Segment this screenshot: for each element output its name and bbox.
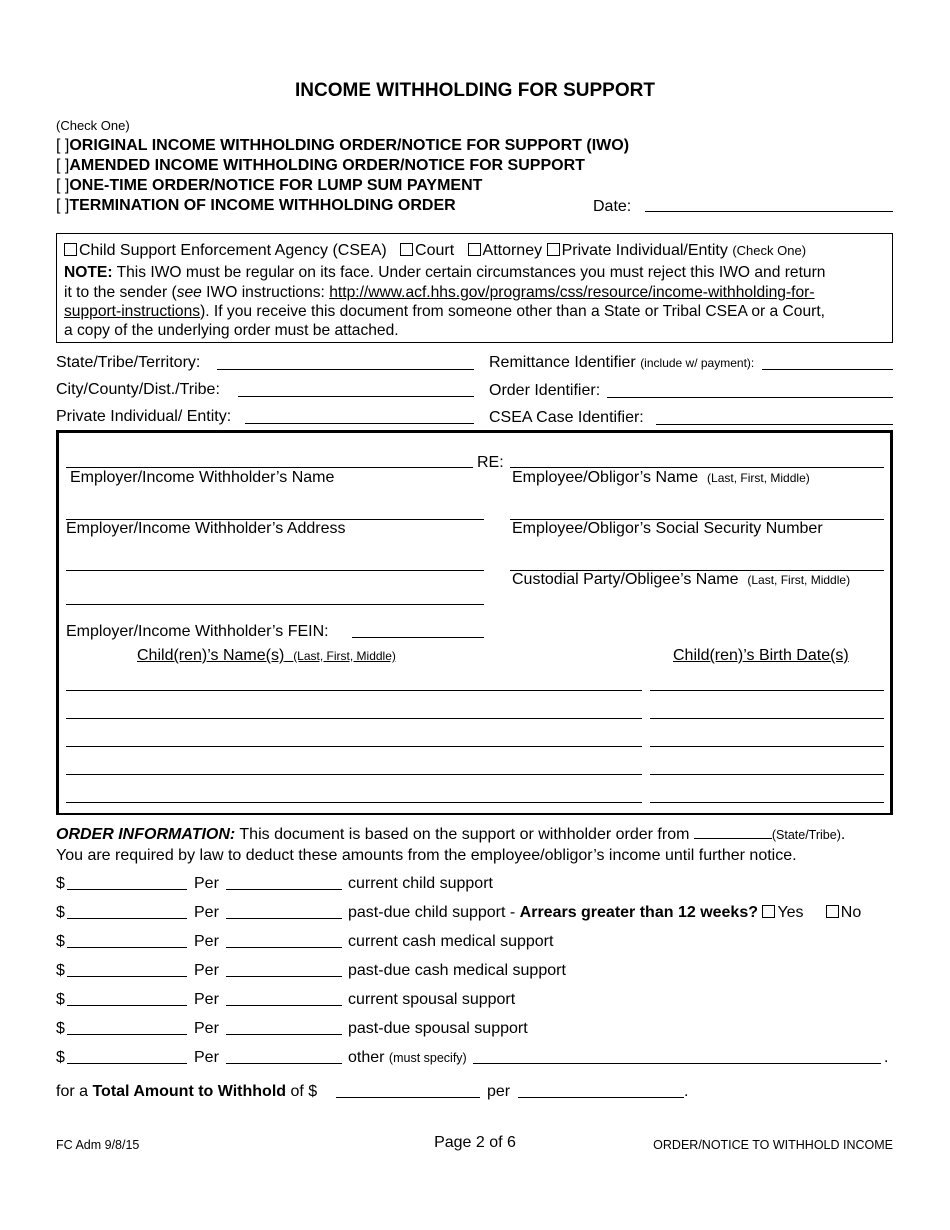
amount-row-2-period-field[interactable] [226,918,342,919]
amount-row-2-desc: past-due child support - Arrears greater than 12 weeks? Yes No [348,904,862,921]
order-type-amended[interactable]: [ ]AMENDED INCOME WITHHOLDING ORDER/NOTICE FOR SUPPORT [56,157,585,174]
amount-row-6-per: Per [194,1020,219,1037]
note-line-1: NOTE: This IWO must be regular on its face. Under certain circumstances you must reject this IWO and return [64,264,826,281]
amount-row-3-per: Per [194,933,219,950]
iwo-instructions-link[interactable]: http://www.acf.hhs.gov/programs/css/resource/income-withholding-for- [329,284,815,301]
amount-row-6-desc: past-due spousal support [348,1020,528,1037]
arrears-no-checkbox[interactable] [826,905,839,918]
amount-row-5-period-field[interactable] [226,1005,342,1006]
re-label: RE: [477,454,504,471]
amount-row-7-dollar: $ [56,1049,65,1066]
check-one-label: (Check One) [56,118,130,133]
employer-fein-label: Employer/Income Withholder’s FEIN: [66,623,329,640]
amount-row-6-dollar: $ [56,1020,65,1037]
amount-row-7-per: Per [194,1049,219,1066]
amount-row-5-field[interactable] [67,1005,187,1006]
employer-name-field[interactable] [66,467,473,468]
state-tribe-field[interactable] [217,369,474,370]
amount-row-7-period-field[interactable] [226,1063,342,1064]
employer-address-line-2[interactable] [66,570,484,571]
date-field[interactable] [645,211,893,212]
order-info-line-1: ORDER INFORMATION: This document is based on the support or withholder order from (State/Tribe). [56,826,846,843]
order-info-line-2: You are required by law to deduct these amounts from the employee/obligor’s income until further notice. [56,847,797,864]
amount-row-1-per: Per [194,875,219,892]
total-label: for a Total Amount to Withhold of $ [56,1083,318,1100]
arrears-yes-checkbox[interactable] [762,905,775,918]
state-tribe-label: State/Tribe/Territory: [56,354,201,371]
amount-row-1-field[interactable] [67,889,187,890]
city-county-field[interactable] [238,396,474,397]
amount-row-7-field[interactable] [67,1063,187,1064]
sender-options: Child Support Enforcement Agency (CSEA) Court Attorney Private Individual/Entity (Check One) [64,242,806,260]
amount-row-4-desc: past-due cash medical support [348,962,566,979]
employee-name-field[interactable] [510,467,884,468]
note-line-4: a copy of the underlying order must be attached. [64,322,399,339]
date-label: Date: [593,198,632,215]
child-birth-row-1[interactable] [650,690,884,691]
employer-fein-field[interactable] [352,637,484,638]
note-line-2: it to the sender (see IWO instructions: http://www.acf.hhs.gov/programs/css/resource/income-withholding-for- [64,284,815,301]
private-checkbox[interactable] [547,243,560,256]
amount-row-3-field[interactable] [67,947,187,948]
custodial-name-label: Custodial Party/Obligee’s Name (Last, First, Middle) [512,571,851,588]
total-per-label: per [487,1083,511,1100]
amount-row-1-desc: current child support [348,875,493,892]
city-county-label: City/County/Dist./Tribe: [56,381,220,398]
page-number: Page 2 of 6 [434,1134,516,1151]
form-code: FC Adm 9/8/15 [56,1138,140,1152]
amount-row-6-field[interactable] [67,1034,187,1035]
child-name-row-2[interactable] [66,718,642,719]
amount-row-3-desc: current cash medical support [348,933,554,950]
order-type-one-time[interactable]: [ ]ONE-TIME ORDER/NOTICE FOR LUMP SUM PAYMENT [56,177,483,194]
child-birth-row-5[interactable] [650,802,884,803]
attorney-checkbox[interactable] [468,243,481,256]
amount-row-1-period-field[interactable] [226,889,342,890]
child-birth-row-2[interactable] [650,718,884,719]
amount-row-1-dollar: $ [56,875,65,892]
other-specify-field[interactable] [473,1063,881,1064]
amount-row-7-desc: other (must specify) [348,1049,467,1066]
order-type-termination[interactable]: [ ]TERMINATION OF INCOME WITHHOLDING ORDER [56,197,456,214]
csea-case-field[interactable] [656,424,893,425]
amount-row-4-dollar: $ [56,962,65,979]
total-period-end: . [684,1083,689,1100]
amount-row-5-per: Per [194,991,219,1008]
remittance-field[interactable] [762,369,893,370]
child-name-row-3[interactable] [66,746,642,747]
amount-row-3-dollar: $ [56,933,65,950]
child-birth-row-4[interactable] [650,774,884,775]
amount-row-3-period-field[interactable] [226,947,342,948]
children-names-header: Child(ren)’s Name(s) (Last, First, Middle) [137,647,396,664]
amount-row-4-field[interactable] [67,976,187,977]
employer-name-label: Employer/Income Withholder’s Name [70,469,335,486]
total-period-field[interactable] [518,1097,684,1098]
csea-checkbox[interactable] [64,243,77,256]
order-state-field[interactable] [694,826,772,839]
child-name-row-4[interactable] [66,774,642,775]
amount-row-6-period-field[interactable] [226,1034,342,1035]
csea-case-label: CSEA Case Identifier: [489,409,644,426]
note-line-3: support-instructions). If you receive this document from someone other than a State or Tribal CSEA or a Court, [64,303,825,320]
amount-row-2-dollar: $ [56,904,65,921]
amount-row-5-dollar: $ [56,991,65,1008]
footer-title: ORDER/NOTICE TO WITHHOLD INCOME [653,1138,893,1152]
amount-row-4-period-field[interactable] [226,976,342,977]
order-type-original[interactable]: [ ]ORIGINAL INCOME WITHHOLDING ORDER/NOTICE FOR SUPPORT (IWO) [56,137,630,154]
employee-ssn-label: Employee/Obligor’s Social Security Number [512,520,823,537]
private-entity-label: Private Individual/ Entity: [56,408,232,425]
order-identifier-label: Order Identifier: [489,382,601,399]
employer-address-line-3[interactable] [66,604,484,605]
total-amount-field[interactable] [336,1097,480,1098]
other-period: . [884,1049,889,1066]
amount-row-2-field[interactable] [67,918,187,919]
court-checkbox[interactable] [400,243,413,256]
amount-row-2-per: Per [194,904,219,921]
order-identifier-field[interactable] [607,397,893,398]
private-entity-field[interactable] [245,423,474,424]
child-name-row-5[interactable] [66,802,642,803]
employer-address-label: Employer/Income Withholder’s Address [66,520,346,537]
children-birth-header: Child(ren)’s Birth Date(s) [673,647,849,664]
remittance-label: Remittance Identifier (include w/ payment): [489,354,755,371]
amount-row-4-per: Per [194,962,219,979]
amount-row-5-desc: current spousal support [348,991,516,1008]
iwo-instructions-link-cont[interactable]: support-instructions [64,303,201,320]
page-title: INCOME WITHHOLDING FOR SUPPORT [295,80,655,101]
child-birth-row-3[interactable] [650,746,884,747]
child-name-row-1[interactable] [66,690,642,691]
employee-name-label: Employee/Obligor’s Name (Last, First, Middle) [512,469,810,486]
